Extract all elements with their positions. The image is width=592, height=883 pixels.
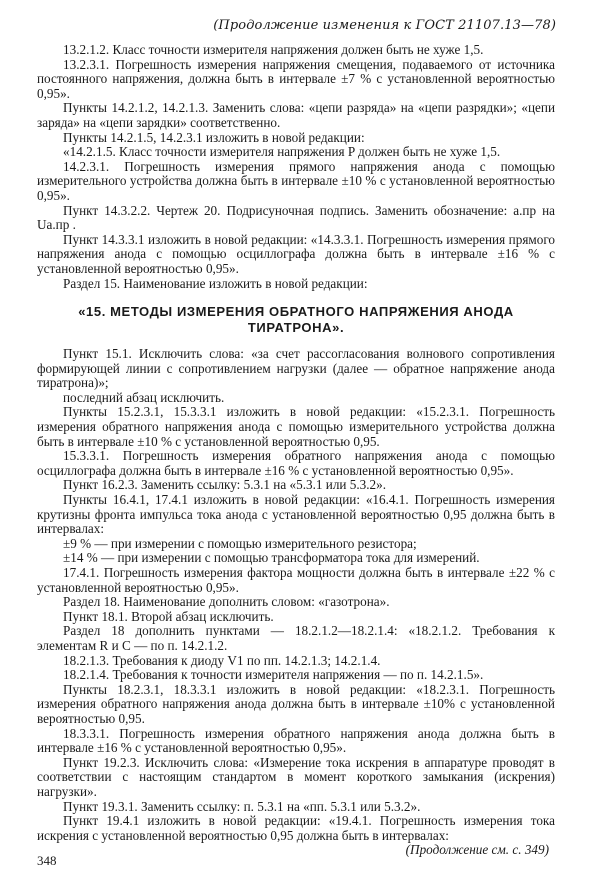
paragraph: Пункт 14.3.2.2. Чертеж 20. Подрисуночная подпись. Заменить обозначение: а.пр на Uа.пр . xyxy=(37,202,555,233)
paragraph: Раздел 18. Наименование дополнить словом: «газотрона». xyxy=(63,594,390,610)
paragraph: Раздел 18 дополнить пунктами — 18.2.1.2—18.2.1.4: «18.2.1.2. Требования к элементам R и C — по п. 14.2.1.2. xyxy=(37,623,555,653)
paragraph: Пункт 19.4.1 изложить в новой редакции: «19.4.1. Погрешность измерения тока искрения с установленной вероятностью 0,95 должна быть в интервалах: xyxy=(37,813,555,843)
paragraph: Пункты 18.2.3.1, 18.3.3.1 изложить в новой редакции: «18.2.3.1. Погрешность измерения обратного напряжения анода должна быть в интервале ±10% с установленной вероятностью 0,95. xyxy=(37,681,555,726)
paragraph: 18.2.1.3. Требования к диоду V1 по пп. 14.2.1.3; 14.2.1.4. xyxy=(63,652,381,668)
paragraph: 13.2.3.1. Погрешность измерения напряжения смещения, подаваемого от источника постоянного напряжения, должна быть в интервале ±7 % с установленной вероятностью 0,95». xyxy=(37,56,555,101)
paragraph: 18.2.1.4. Требования к точности измерителя напряжения — по п. 14.2.1.5». xyxy=(63,667,484,683)
paragraph: Пункт 16.2.3. Заменить ссылку: 5.3.1 на «5.3.1 или 5.3.2». xyxy=(63,477,387,493)
paragraph: последний абзац исключить. xyxy=(63,389,225,405)
paragraph: Раздел 15. Наименование изложить в новой редакции: xyxy=(63,275,368,291)
paragraph: Пункты 16.4.1, 17.4.1 изложить в новой редакции: «16.4.1. Погрешность измерения крутизны фронта импульса тока анода с установленной вероятностью 0,95 должна быть в интервалах: xyxy=(37,492,555,537)
continuation-note: (Продолжение см. с. 349) xyxy=(405,842,549,858)
page-number: 348 xyxy=(37,853,57,868)
paragraph: Пункт 18.1. Второй абзац исключить. xyxy=(63,608,274,624)
document-body xyxy=(37,43,555,858)
paragraph: Пункт 14.3.3.1 изложить в новой редакции: «14.3.3.1. Погрешность измерения прямого напряжения анода с помощью осциллографа должна быть в интервале ±16 % с установленной вероятностью 0,95». xyxy=(37,231,555,276)
paragraph: ±14 % — при измерении с помощью трансформатора тока для измерений. xyxy=(63,550,480,566)
paragraph: 17.4.1. Погрешность измерения фактора мощности должна быть в интервале ±22 % с установленной вероятностью 0,95». xyxy=(37,565,555,595)
paragraph: Пункты 14.2.1.5, 14.2.3.1 изложить в новой редакции: xyxy=(63,129,365,145)
paragraph: Пункт 19.3.1. Заменить ссылку: п. 5.3.1 на «пп. 5.3.1 или 5.3.2». xyxy=(63,798,421,814)
paragraph: «14.2.1.5. Класс точности измерителя напряжения P должен быть не хуже 1,5. xyxy=(63,144,501,160)
paragraph: Пункт 15.1. Исключить слова: «за счет рассогласования волнового сопротивления формирующей линии с сопротивлением нагрузки (далее — обратное напряжение анода тиратрона)»; xyxy=(37,346,555,391)
paragraph: Пункты 15.2.3.1, 15.3.3.1 изложить в новой редакции: «15.2.3.1. Погрешность измерения обратного напряжения анода с помощью измерительного устройства должна быть в интервале ±10 % с установленной вероятностью 0,95. xyxy=(37,404,555,449)
section-heading: «15. МЕТОДЫ ИЗМЕРЕНИЯ ОБРАТНОГО НАПРЯЖЕНИЯ АНОДА ТИРАТРОНА». xyxy=(78,304,514,336)
paragraph: Пункт 19.2.3. Исключить слова: «Измерение тока искрения в аппаратуре проводят в соответствии с настоящим стандартом в момент короткого замыкания (искрения) нагрузки». xyxy=(37,754,555,799)
paragraph: 14.2.3.1. Погрешность измерения прямого напряжения анода с помощью измерительного устройства должна быть в интервале ±10 % с установленной вероятностью 0,95». xyxy=(37,158,555,203)
running-header: (Продолжение изменения к ГОСТ 21107.13—78) xyxy=(213,18,556,33)
paragraph: 15.3.3.1. Погрешность измерения обратного напряжения анода с помощью осциллографа должна быть в интервале ±16 % с установленной вероятностью 0,95». xyxy=(37,448,555,478)
paragraph: 13.2.1.2. Класс точности измерителя напряжения должен быть не хуже 1,5. xyxy=(63,42,484,57)
paragraph: Пункты 14.2.1.2, 14.2.1.3. Заменить слова: «цепи разряда» на «цепи разрядки»; «цепи заряда» на «цепи зарядки» соответственно. xyxy=(37,100,555,130)
paragraph: 18.3.3.1. Погрешность измерения обратного напряжения анода должна быть в интервале ±16 % с установленной вероятностью 0,95». xyxy=(37,725,555,756)
paragraph: ±9 % — при измерении с помощью измерительного резистора; xyxy=(63,535,417,551)
